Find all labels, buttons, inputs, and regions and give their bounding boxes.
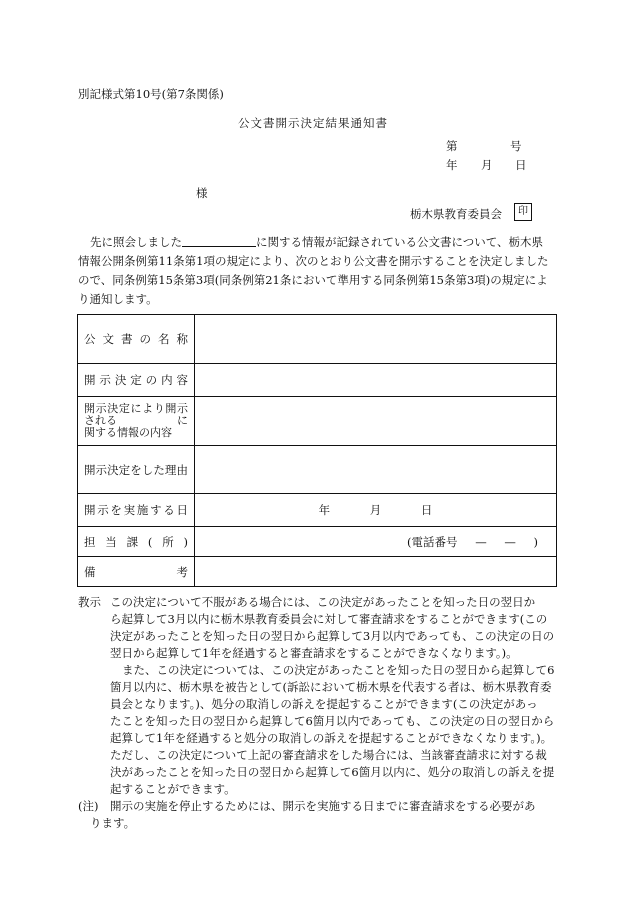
label-line: に [177, 414, 188, 427]
row-label-remarks: 備考 [78, 557, 195, 587]
row-value-remarks [195, 557, 557, 587]
date-month-unit: 月 [369, 503, 382, 517]
table-row [78, 557, 557, 587]
number-label: 第 [446, 139, 458, 153]
table-row [78, 364, 557, 397]
note-line: 開示の実施を停止するためには、開示を実施する日までに審査請求をする必要があ [110, 799, 536, 813]
phone-dash: — [504, 534, 516, 549]
body-line: 情報公開条例第11条第1項の規定により、次のとおり公文書を開示することを決定しました [78, 254, 549, 268]
date-year-unit: 年 [318, 503, 331, 517]
kyoji-note [78, 594, 560, 611]
issuer-name: 栃木県教育委員会 [410, 207, 502, 221]
row-label-disclosure-date: 開示を実施する日 [78, 494, 195, 527]
blank-underline [182, 234, 256, 247]
date-year-label: 年 [446, 158, 458, 172]
row-label-decision-content: 開示決定の内容 [78, 364, 195, 397]
phone-close: ) [533, 534, 538, 549]
note-line: たことを知った日の翌日から起算して6箇月以内であっても、この決定の日の翌日から [110, 714, 555, 728]
note-line: ら起算して3月以内に栃木県教育委員会に対して審査請求をすることができます(この [110, 612, 548, 626]
decision-details-table [77, 314, 557, 587]
table-row [78, 494, 557, 527]
label-line: 関する情報の内容 [84, 426, 172, 439]
date-month-label: 月 [481, 158, 493, 172]
chu-note [78, 798, 560, 815]
document-title: 公文書開示決定結果通知書 [238, 116, 388, 130]
row-value-decision-reason [195, 446, 557, 494]
table-row [78, 397, 557, 446]
notification-body [78, 233, 558, 309]
seal-mark: 印 [514, 203, 532, 221]
body-line: ので、同条例第15条第3項(同条例第21条において準用する同条例第15条第3項)の規定によ [78, 273, 548, 287]
note-line: 箇月以内に、栃木県を被告として(訴訟において栃木県を代表する者は、栃木県教育委 [110, 680, 552, 694]
date-day-unit: 日 [420, 503, 433, 517]
note-line: 決定があったことを知った日の翌日から起算して3月以内であっても、この決定の日の [110, 629, 555, 643]
body-line: り通知します。 [78, 292, 158, 306]
row-value-decision-content [195, 364, 557, 397]
addressee-suffix: 様 [196, 186, 208, 200]
row-value-document-name [195, 315, 557, 364]
kyoji-continuation [78, 611, 560, 798]
row-value-responsible-section [195, 527, 557, 557]
table-row [78, 315, 557, 364]
note-line: この決定について不服がある場合には、この決定があったことを知った日の翌日か [110, 595, 536, 609]
row-label-decision-reason: 開示決定をした理由 [78, 446, 195, 494]
phone-dash: — [475, 534, 487, 549]
row-label-responsible-section: 担当課(所) [78, 527, 195, 557]
row-label-disclosed-info [78, 397, 195, 446]
note-line: 翌日から起算して1年を経過すると審査請求をすることができなくなります。)。 [110, 646, 518, 660]
row-value-disclosed-info [195, 397, 557, 446]
note-line: 員会となります。)、処分の取消しの訴えを提起することができます(この決定があっ [110, 697, 538, 711]
body-text: に関する情報が記録されている公文書について、栃木県 [256, 235, 544, 249]
label-line: 開示決定により開示 [84, 402, 188, 415]
note-line: 起算して1年を経過すると処分の取消しの訴えを提起することができなくなります。)。 [110, 731, 553, 745]
form-id: 別記様式第10号(第7条関係) [78, 87, 224, 101]
note-line: 起することができます。 [110, 782, 236, 796]
note-line: ただし、この決定について上記の審査請求をした場合には、当該審査請求に対する裁 [110, 748, 547, 762]
note-line: 決があったことを知った日の翌日から起算して6箇月以内に、処分の取消しの訴えを提 [110, 765, 555, 779]
chu-label: (注) [78, 799, 99, 813]
row-label-document-name: 公文書の名称 [78, 315, 195, 364]
table-row [78, 527, 557, 557]
label-line: される [84, 414, 117, 427]
chu-continuation [78, 815, 560, 832]
kyoji-label: 教示 [78, 595, 101, 609]
number-suffix: 号 [510, 139, 522, 153]
note-line: ります。 [90, 816, 136, 830]
phone-label: (電話番号 [407, 534, 458, 549]
body-text: 先に照会しました [90, 235, 182, 249]
date-day-label: 日 [515, 158, 527, 172]
row-value-disclosure-date [195, 494, 557, 527]
notes-section [78, 594, 560, 832]
table-row [78, 446, 557, 494]
note-line: また、この決定については、この決定があったことを知った日の翌日から起算して6 [122, 663, 555, 677]
